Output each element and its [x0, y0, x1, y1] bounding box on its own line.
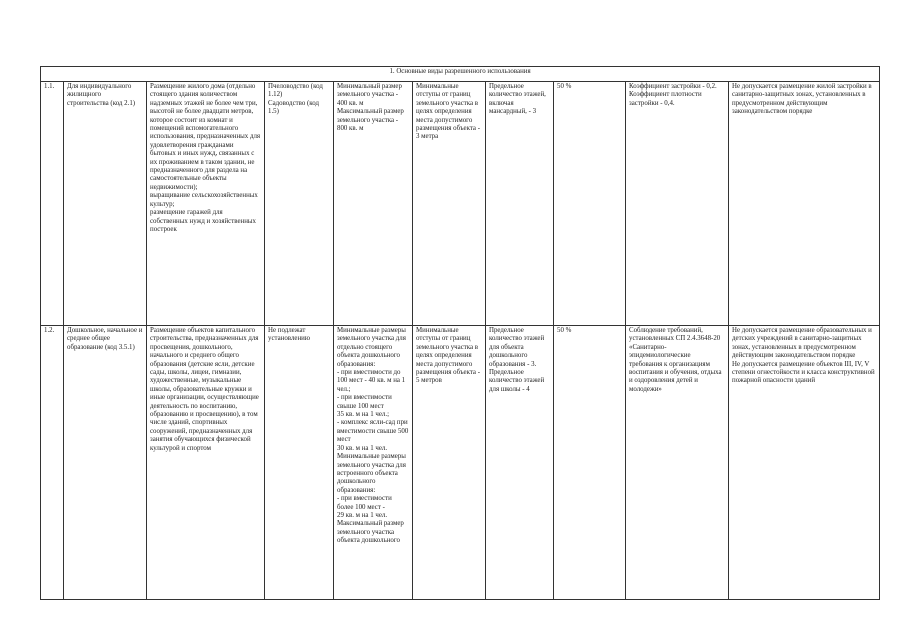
max-floors: Предельное количество этажей, включая мансардный, - 3: [486, 82, 554, 326]
zoning-regulations-table: [40, 66, 880, 600]
max-floors: Предельное количество этажей для объекта дошкольного образования - 3. Предельное количество этажей для школы - 4: [486, 326, 554, 600]
section-title: 1. Основные виды разрешенного использования: [41, 67, 880, 82]
row-number: 1.1.: [41, 82, 64, 326]
use-description: Размещение жилого дома (отдельно стоящего здания количеством надземных этажей не более чем три, высотой не более двадцати метров, которое состоит из комнат и помещений вспомогательного использования, предназначенных для удовлетворения гражданами бытовых и иных нужд, связанных с их проживанием в таком здании, не предназначенного для раздела на самостоятельные объекты недвижимости); выращивание сельскохозяйственных культур; размещение гаражей для собственных нужд и хозяйственных построек: [147, 82, 265, 326]
coverage-percent: 50 %: [554, 82, 626, 326]
plot-size: Минимальный размер земельного участка - 400 кв. м Максимальный размер земельного участка - 800 кв. м: [334, 82, 413, 326]
coverage-percent: 50 %: [554, 326, 626, 600]
restrictions: Не допускается размещение образовательных и детских учреждений в санитарно-защитных зонах, установленных в предусмотренном действующим законодательством порядке Не допускается размещение объектов III, IV, V степени огнестойкости и класса конструктивной пожарной опасности зданий: [729, 326, 880, 600]
table-row: [41, 82, 880, 326]
auxiliary-uses: Не подлежат установлению: [265, 326, 334, 600]
use-type-name: Для индивидуального жилищного строительства (код 2.1): [64, 82, 147, 326]
building-coefficients: Соблюдение требований, установленных СП 2.4.3648-20 «Санитарно-эпидемиологические требования к организациям воспитания и обучения, отдыха и оздоровления детей и молодежи»: [626, 326, 729, 600]
restrictions: Не допускается размещение жилой застройки в санитарно-защитных зонах, установленных в предусмотренном действующим законодательством порядке: [729, 82, 880, 326]
use-type-name: Дошкольное, начальное и среднее общее образование (код 3.5.1): [64, 326, 147, 600]
section-header-row: [41, 67, 880, 82]
auxiliary-uses: Пчеловодство (код 1.12) Садоводство (код 1.5): [265, 82, 334, 326]
row-number: 1.2.: [41, 326, 64, 600]
setbacks: Минимальные отступы от границ земельного участка в целях определения места допустимого размещения объекта - 5 метров: [413, 326, 486, 600]
use-description: Размещение объектов капитального строительства, предназначенных для просвещения, дошкольного, начального и среднего общего образования (детские ясли, детские сады, школы, лицеи, гимназии, художественные, музыкальные школы, образовательные кружки и иные организации, осуществляющие деятельность по воспитанию, образованию и просвещению), в том числе зданий, спортивных сооружений, предназначенных для занятия обучающихся физической культурой и спортом: [147, 326, 265, 600]
setbacks: Минимальные отступы от границ земельного участка в целях определения места допустимого размещения объекта - 3 метра: [413, 82, 486, 326]
table-row: [41, 326, 880, 600]
plot-size: Минимальные размеры земельного участка для отдельно стоящего объекта дошкольного образования: - при вместимости до 100 мест - 40 кв. м на 1 чел.; - при вместимости свыше 100 мест 35 кв. м на 1 чел.; - комплекс ясли-сад при вместимости свыше 500 мест 30 кв. м на 1 чел. Минимальные размеры земельного участка для встроенного объекта дошкольного образования: - при вместимости более 100 мест - 29 кв. м на 1 чел. Максимальный размер земельного участка объекта дошкольного: [334, 326, 413, 600]
building-coefficients: Коэффициент застройки - 0,2. Коэффициент плотности застройки - 0,4.: [626, 82, 729, 326]
